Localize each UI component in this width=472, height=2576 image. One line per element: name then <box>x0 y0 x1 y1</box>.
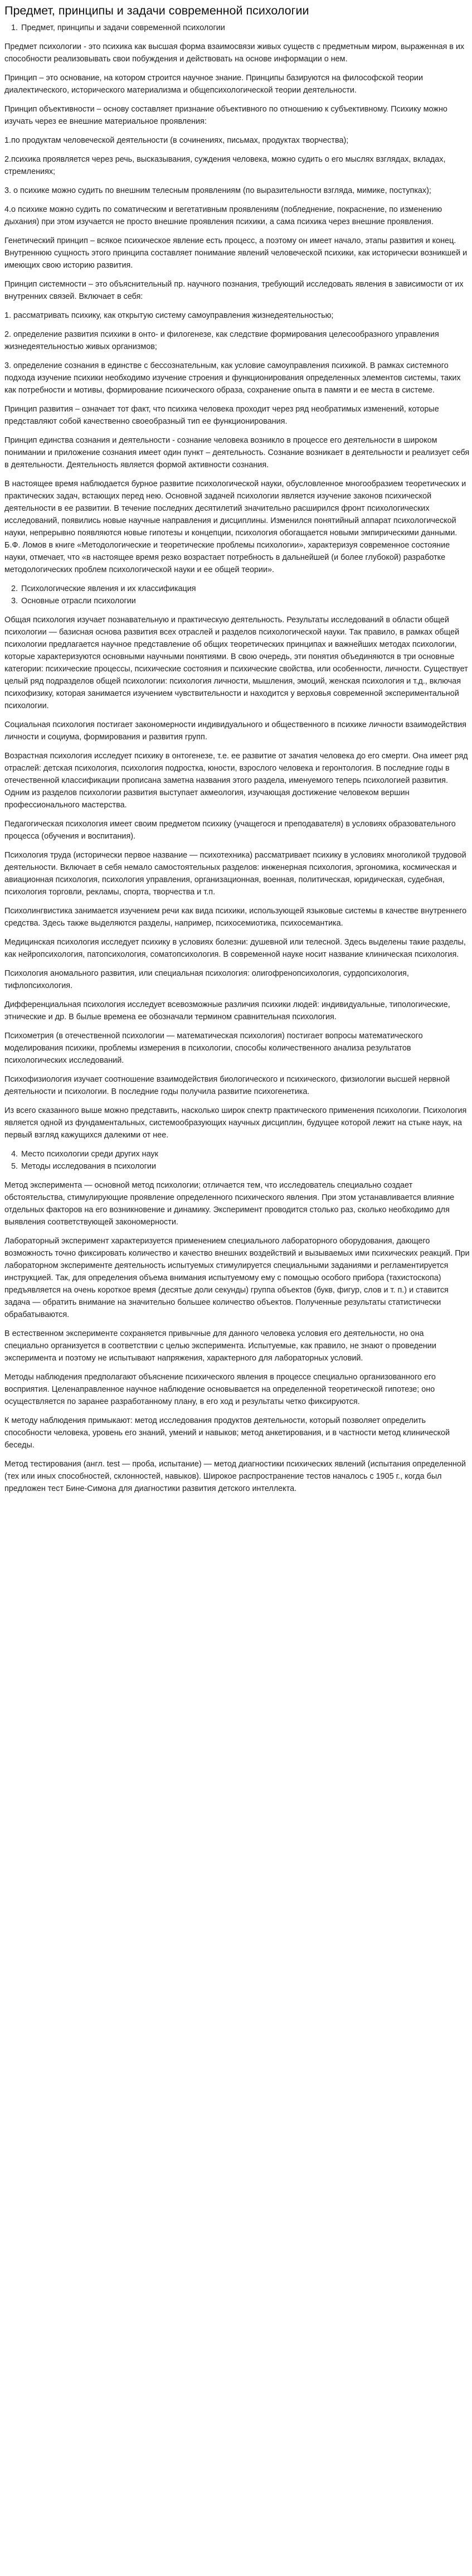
paragraph: Педагогическая психология имеет своим предметом психику (учащегося и преподавателя) в условиях образовательного процесса (обучения и воспитания). <box>4 820 456 841</box>
toc-item-number: 2. <box>11 584 18 593</box>
paragraph: 2.психика проявляется через речь, высказывания, суждения человека, можно судить о его мыслях взглядах, вкладах, стремлениях; <box>4 155 446 176</box>
paragraph: Социальная психология постигает закономерности индивидуального и общественного в психике личности взаимодействия личности и социума, формирования и развития групп. <box>4 720 466 742</box>
paragraph: 1. рассматривать психику, как открытую систему самоуправления жизнедеятельностью; <box>4 311 334 320</box>
toc-item[interactable] <box>4 22 470 34</box>
paragraph: 2. определение развития психики в онто- и филогенезе, как следствие формирования целесообразного управления жизнедеятельностью живых организмов; <box>4 330 439 351</box>
paragraph: Общая психология изучает познавательную и практическую деятельность. Результаты исследований в области общей психологии — базисная основа развития всех отраслей и разделов психологической науки. Так правило, в рамках общей психологии предлагается научное представление об общих теоретических принципах и важнейших методах психологии, которые характеризуются основными научными понятиями. В свою очередь, эти понятия объединяются в три основные категории: психические процессы, психические состояния и психические свойства, или особенности, личности. Существует целый ряд подразделов общей психологии: психология личности, мышления, эмоций, женская психология и т.д., включая психофизику, которая занимается изучением чувствительности и находится у верховья современной экспериментальной психологии. <box>4 616 468 710</box>
paragraph: 4.о психике можно судить по соматическим и вегетативным проявлениям (побледнение, покраснение, по изменению дыхания) при этом изучается не просто внешние проявления психики, а сама психика через внешние проявления. <box>4 205 442 226</box>
paragraph: Принцип системности – это объяснительный пр. научного познания, требующий исследовать явления в зависимости от их внутренних связей. Включает в себя: <box>4 280 464 301</box>
toc-item-number: 5. <box>11 1162 18 1171</box>
paragraph: 3. определение сознания в единстве с бессознательным, как условие самоуправления психикой. В рамках системного подхода изучение психики необходимо изучение строения и функционирования определенных элементов системы, таких как потребности и мотивы, формирование психического образа, сохранение опыта в памяти и ее места в системе. <box>4 361 461 395</box>
paragraph: В естественном эксперименте сохраняется привычные для данного человека условия его деятельности, но она специально организуется в соответствии с целью эксперимента. Испытуемые, как правило, не знают о проведении эксперимента и поэтому не испытывают напряжения, характерного для лабораторных условий. <box>4 1329 436 1363</box>
toc-item-label: Предмет, принципы и задачи современной психологии <box>21 23 225 32</box>
paragraph: Метод эксперимента — основной метод психологии; отличается тем, что исследователь специально создает обстоятельства, стимулирующие проявление определенного психического явления. При этом устанавливается влияние отдельных факторов на его возникновение и динамику. Эксперимент проводится столько раз, сколько необходимо для выявления соответствующей закономерности. <box>4 1181 455 1227</box>
paragraph: Лабораторный эксперимент характеризуется применением специального лабораторного оборудования, дающего возможность точно фиксировать количество и качество внешних воздействий и вызываемых ими психических реакций. При лабораторном эксперименте деятельность испытуемых стимулируется специальными заданиями и регламентируется инструкцией. Так, для определения объема внимания испытуемому ему с помощью особого прибора (тахистоскопа) предъявляется на очень короткое время (десятые доли секунды) группа объектов (букв, фигур, слов и т. п.) и ставится задача — обратить внимание на значительно большее количество объектов. Полученные результаты статистически обрабатываются. <box>4 1237 470 1319</box>
paragraph: Принцип – это основание, на котором строится научное знание. Принципы базируются на философской теории диалектического, исторического материализма и общепсихологической теории деятельности. <box>4 74 423 95</box>
section-2 <box>4 614 470 1141</box>
paragraph: Психология труда (исторически первое название — психотехника) рассматривает психику в условиях многоликой трудовой деятельности. Включает в себя немало самостоятельных разделов: инженерная психология, эргономика, космическая и авиационная психология, психология управления, организационная, военная, политическая, юридическая, судебная, психология торговли, рекламы, спорта, творчества и т.п. <box>4 851 466 897</box>
section-3 <box>4 1179 470 1495</box>
toc-list-3 <box>4 1148 470 1173</box>
paragraph: Принцип развития – означает тот факт, что психика человека проходит через ряд необратимых изменений, которые представляют собой качественно своеобразный тип ее функционирования. <box>4 405 439 426</box>
paragraph: В настоящее время наблюдается бурное развитие психологической науки, обусловленное многообразием теоретических и практических задач, встающих перед нею. Основной задачей психологии является изучение законов психической деятельности в ее развитии. В течение последних десятилетий значительно расширился фронт психологических исследований, появились новые научные направления и дисциплины. Изменился понятийный аппарат психологической науки, непрерывно появляются новые гипотезы и концепции, психология обогащается новыми эмпирическими данными. Б.Ф. Ломов в книге «Методологические и теоретические проблемы психологии», характеризуя современное состояние науки, отмечает, что «в настоящее время резко возрастает потребность в дальнейшей (и более глубокой) разработке методологических проблем психологической науки и ее общей теории». <box>4 480 466 574</box>
toc-list-2 <box>4 583 470 607</box>
toc-item-label: Место психологии среди других наук <box>21 1150 158 1159</box>
paragraph: Генетический принцип – всякое психическое явление есть процесс, а поэтому он имеет начало, этапы развития и конец. Внутреннюю сущность этого принципа составляет понимание явлений человеческой психики, как исторически возникшей и имеющих свою историю развития. <box>4 236 468 270</box>
toc-item-number: 4. <box>11 1150 18 1159</box>
toc-item-label: Методы исследования в психологии <box>21 1162 156 1171</box>
paragraph: Методы наблюдения предполагают объяснение психического явления в процессе специально организованного его восприятия. Целенаправленное научное наблюдение основывается на определенной теоретической гипотезе; оно осуществляется по заранее разработанному плану, в его ход и результаты четко фиксируются. <box>4 1373 436 1406</box>
paragraph: Предмет психологии - это психика как высшая форма взаимосвязи живых существ с предметным миром, выраженная в их способности реализовывать свои побуждения и действовать на основе информации о нем. <box>4 42 465 64</box>
paragraph: Метод тестирования (англ. test — проба, испытание) — метод диагностики психических явлений (испытания определенной (тех или иных способностей, склонностей, навыков). Широкое распространение тестов началось с 1905 г., когда был предложен тест Бине-Симона для диагностики развития детского интеллекта. <box>4 1460 466 1493</box>
toc-item[interactable] <box>4 1160 470 1173</box>
toc-item-label: Основные отрасли психологии <box>21 597 136 606</box>
paragraph: Психофизиология изучает соотношение взаимодействия биологического и психического, физиологии высшей нервной деятельности и психологии. В последние годы получила развитие психогенетика. <box>4 1075 450 1096</box>
paragraph: Психология аномального развития, или специальная психология: олигофренопсихология, сурдопсихология, тифлопсихология. <box>4 969 409 990</box>
toc-item-number: 1. <box>11 23 18 32</box>
paragraph: Психолингвистика занимается изучением речи как вида психики, использующей языковые системы в качестве внутреннего средства. Здесь также выделяются разделы, например, психосемиотика, психосемантика. <box>4 907 467 928</box>
section-1 <box>4 41 470 576</box>
toc-item[interactable] <box>4 595 470 607</box>
paragraph: К методу наблюдения примыкают: метод исследования продуктов деятельности, который позволяет определить способности человека, уровень его знаний, умений и навыков; метод анкетирования, и в частности метод клинической беседы. <box>4 1416 450 1450</box>
toc-item-label: Психологические явления и их классификация <box>21 584 196 593</box>
paragraph: Принцип объективности – основу составляет признание объективного по отношению к субъективному. Психику можно изучать через ее внешние материальное проявления: <box>4 105 447 126</box>
paragraph: Медицинская психология исследует психику в условиях болезни: душевной или телесной. Здесь выделены такие разделы, как нейропсихология, патопсихология, соматопсихология. В современной науке носит название клиническая психология. <box>4 938 466 959</box>
paragraph: Возрастная психология исследует психику в онтогенезе, т.е. ее развитие от зачатия человека до его смерти. Она имеет ряд отраслей: детская психология, психология подростка, юности, взрослого человека и геронтология. В последние годы в отечественной классификации прописана заметна названия этого раздела, именуемого теперь психологией развития. Одним из разделов психологии развития выступает акмеология, изучающая достижение человеком вершин профессионального мастерства. <box>4 752 468 810</box>
toc-item-number: 3. <box>11 597 18 606</box>
toc-list-1 <box>4 22 470 34</box>
paragraph: Психометрия (в отечественной психологии — математическая психология) постигает вопросы математического моделирования психики, проблемы измерения в психологии, способы количественного анализа результатов психологических исследований. <box>4 1032 423 1065</box>
paragraph: Принцип единства сознания и деятельности - сознание человека возникло в процессе его деятельности в широком понимании и приложение сознания имеет один пункт – деятельность. Сознание возникает в деятельности и реализует себя в деятельности. Деятельность является формой активности сознания. <box>4 436 470 469</box>
page-title: Предмет, принципы и задачи современной психологии <box>4 4 309 17</box>
paragraph: Дифференциальная психология исследует всевозможные различия психики людей: индивидуальные, типологические, этнические и др. В былые времена ее обозначали термином сравнительная психология. <box>4 1000 450 1021</box>
paragraph: Из всего сказанного выше можно представить, насколько широк спектр практического применения психологии. Психология является одной из фундаментальных, системообразующих научных дисциплин, будущее которой лежит на стыке наук, на первый взгляд кажущихся далекими от нее. <box>4 1106 467 1140</box>
paragraph: 3. о психике можно судить по внешним телесным проявлениям (по выразительности взгляда, мимике, поступках); <box>4 186 431 195</box>
toc-item[interactable] <box>4 583 470 595</box>
toc-item[interactable] <box>4 1148 470 1160</box>
paragraph: 1.по продуктам человеческой деятельности (в сочинениях, письмах, продуктах творчества); <box>4 136 349 145</box>
